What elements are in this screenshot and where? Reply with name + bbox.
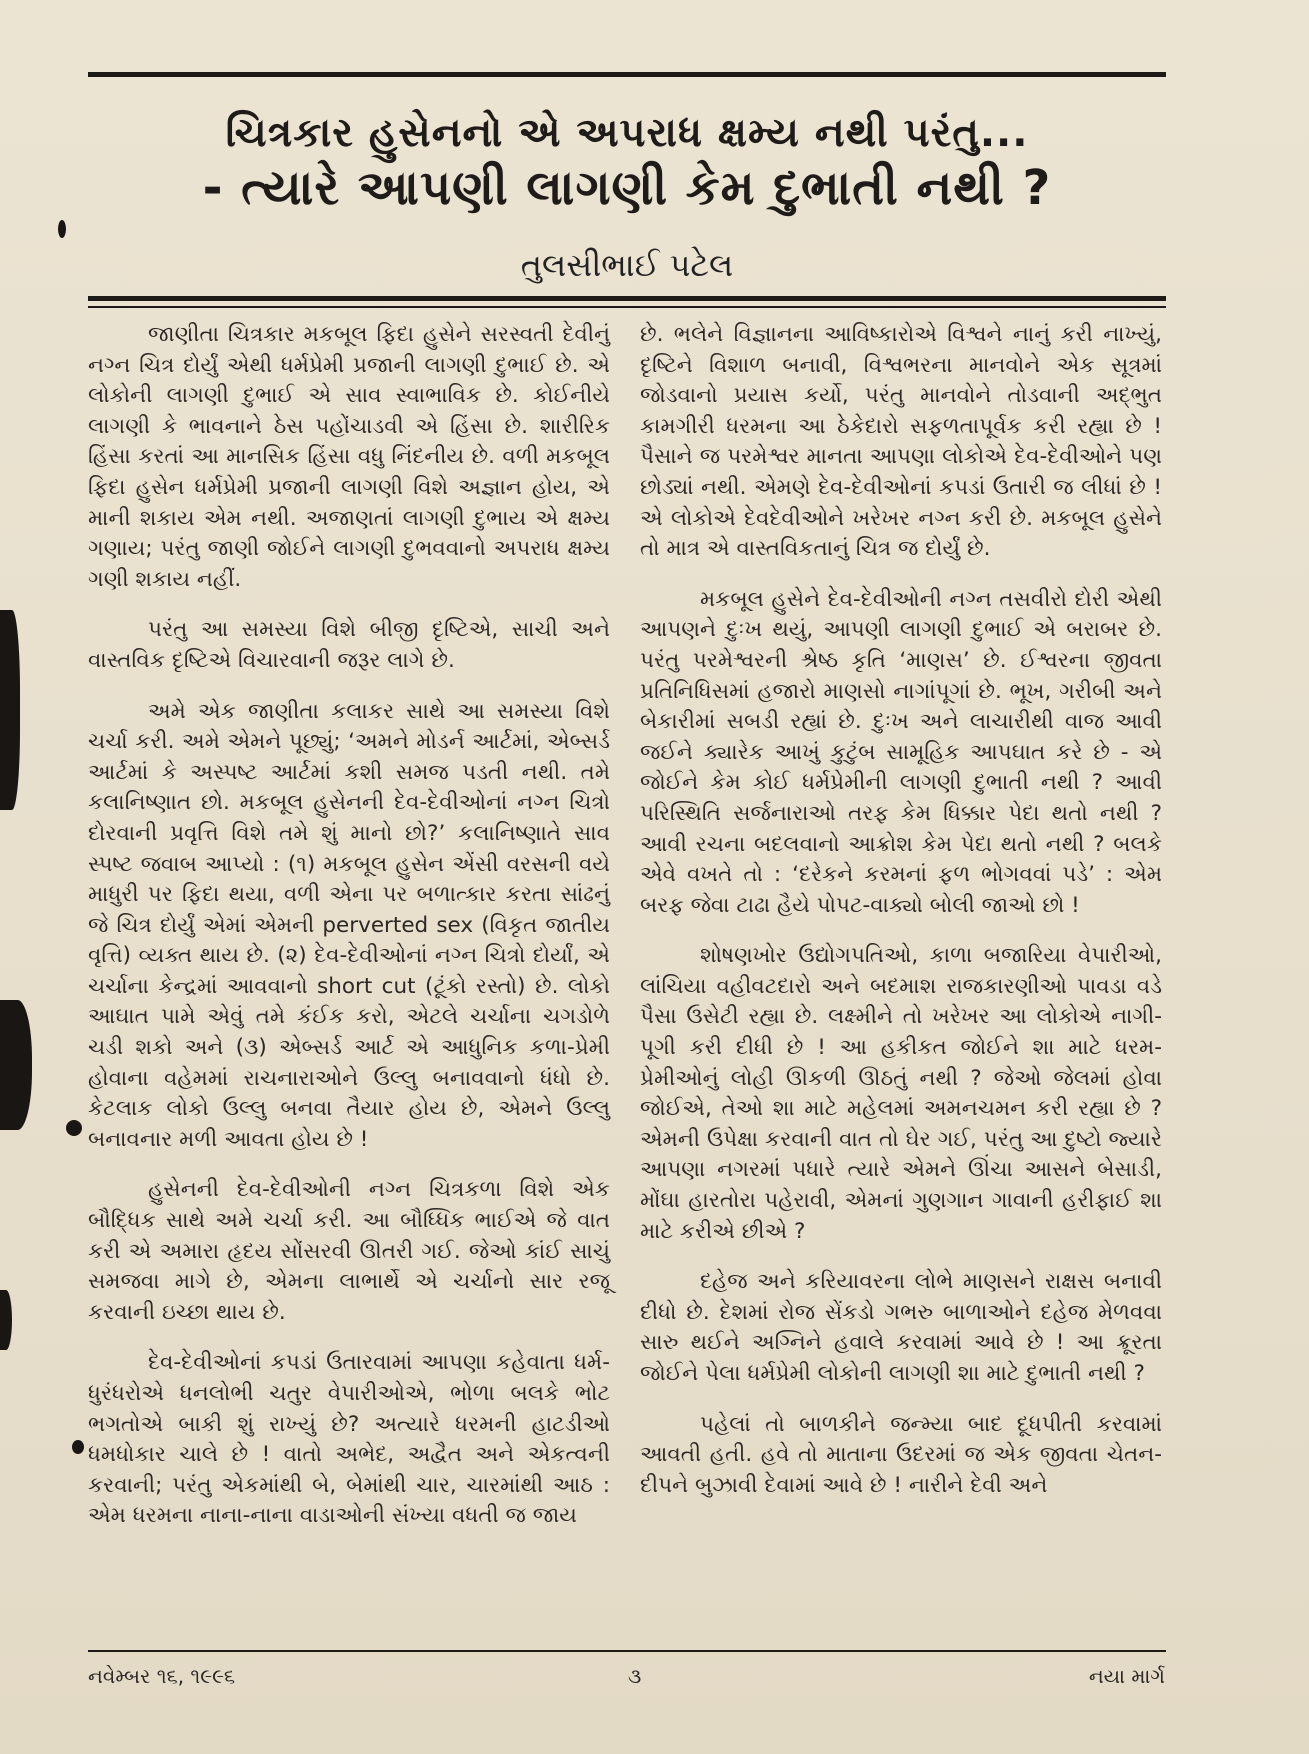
header-rule-thin [88, 306, 1166, 308]
page-damage-mark [72, 1440, 84, 1454]
page-damage-mark [0, 610, 20, 810]
paragraph-continued: છે. ભલેને વિજ્ઞાનના આવિષ્કારોએ વિશ્વને નાનું કરી નાખ્યું, દૃષ્ટિને વિશાળ બનાવી, વિશ્વભરના માનવોને એક સૂત્રમાં જોડવાનો પ્રયાસ કર્યો, પરંતુ માનવોને તોડવાની અદ્ભુત કામગીરી ધરમના આ ઠેકેદારો સફળતાપૂર્વક કરી રહ્યા છે ! પૈસાને જ પરમેશ્વર માનતા આપણા લોકોએ દેવ-દેવીઓને પણ છોડ્યાં નથી. એમણે દેવ-દેવીઓનાં કપડાં ઉતારી જ લીધાં છે ! એ લોકોએ દેવદેવીઓને ખરેખર નગ્ન કરી છે. મકબૂલ હુસેને તો માત્ર એ વાસ્તવિકતાનું ચિત્ર જ દોર્યું છે. [640, 322, 1162, 562]
page-damage-mark [0, 1290, 12, 1350]
paragraph: અમે એક જાણીતા કલાકર સાથે આ સમસ્યા વિશે ચર્ચા કરી. અમે એમને પૂછ્યું; ‘અમને મોડર્ન આર્ટમાં, એબ્સર્ડ આર્ટમાં કે અસ્પષ્ટ આર્ટમાં કશી સમજ પડતી નથી. તમે કલાનિષ્ણાત છો. મકબૂલ હુસેનની દેવ-દેવીઓનાં નગ્ન ચિત્રો દોરવાની પ્રવૃત્તિ વિશે તમે શું માનો છો?’ કલાનિષ્ણાતે સાવ સ્પષ્ટ જવાબ આપ્યો : (૧) મકબૂલ હુસેન એંસી વરસની વયે માધુરી પર ફિદા થયા, વળી એના પર બળાત્કાર કરતા સાંઢનું જે ચિત્ર દોર્યું એમાં એમની perverted sex (વિકૃત જાતીય વૃત્તિ) વ્યક્ત થાય છે. (૨) દેવ-દેવીઓનાં નગ્ન ચિત્રો દોર્યાં, એ ચર્ચાના કેન્દ્રમાં આવવાનો short cut (ટૂંકો રસ્તો) છે. લોકો આઘાત પામે એવું તમે કંઈક કરો, એટલે ચર્ચાના ચગડોળે ચડી શકો અને (૩) એબ્સર્ડ આર્ટ એ આધુનિક કળા-પ્રેમી હોવાના વહેમમાં રાચનારાઓને ઉલ્લુ બનાવવાનો ધંધો છે. કેટલાક લોકો ઉલ્લુ બનવા તૈયાર હોય છે, એમને ઉલ્લુ બનાવનાર મળી આવતા હોય છે ! [88, 698, 610, 1152]
article-title-line-1: ચિત્રકાર હુસેનનો એ અપરાધ ક્ષમ્ય નથી પરંતુ... [225, 110, 1029, 156]
header-rule-thick [88, 296, 1166, 301]
paragraph: પહેલાં તો બાળકીને જન્મ્યા બાદ દૂધપીતી કરવામાં આવતી હતી. હવે તો માતાના ઉદરમાં જ એક જીવતા ચેતન-દીપને બુઝાવી દેવામાં આવે છે ! નારીને દેવી અને [640, 1411, 1162, 1498]
top-rule [88, 72, 1166, 77]
paragraph: હુસેનની દેવ-દેવીઓની નગ્ન ચિત્રકળા વિશે એક બૌદ્ધિક સાથે અમે ચર્ચા કરી. આ બૌધ્ધિક ભાઈએ જે વાત કરી એ અમારા હૃદય સોંસરવી ઊતરી ગઈ. જેઓ કાંઈ સાચું સમજવા માગે છે, એમના લાભાર્થે એ ચર્ચાનો સાર રજૂ કરવાની ઇચ્છા થાય છે. [88, 1177, 610, 1325]
left-column [88, 320, 610, 1552]
footer-rule [88, 1650, 1166, 1652]
article-author: તુલસીભાઈ પટેલ [520, 246, 734, 284]
paragraph: પરંતુ આ સમસ્યા વિશે બીજી દૃષ્ટિએ, સાચી અને વાસ્તવિક દૃષ્ટિએ વિચારવાની જરૂર લાગે છે. [88, 617, 610, 673]
page-damage-mark [0, 1000, 32, 1130]
paragraph: દહેજ અને કરિયાવરના લોભે માણસને રાક્ષસ બનાવી દીધો છે. દેશમાં રોજ સેંકડો ગભરુ બાળાઓને દહેજ મેળવવા સારુ થઈને અગ્નિને હવાલે કરવામાં આવે છે ! આ ક્રૂરતા જોઈને પેલા ધર્મપ્રેમી લોકોની લાગણી શા માટે દુભાતી નથી ? [640, 1269, 1162, 1386]
issue-date: નવેમ્બર ૧૬, ૧૯૯૬ [88, 1664, 236, 1688]
paragraph: દેવ-દેવીઓનાં કપડાં ઉતારવામાં આપણા કહેવાતા ધર્મ-ધુરંધરોએ ધનલોભી ચતુર વેપારીઓએ, ભોળા બલકે ભોટ ભગતોએ બાકી શું રાખ્યું છે? અત્યારે ધરમની હાટડીઓ ધમધોકાર ચાલે છે ! વાતો અભેદ, અદ્વૈત અને એકત્વની કરવાની; પરંતુ એકમાંથી બે, બેમાંથી ચાર, ચારમાંથી આઠ : એમ ધરમના નાના-નાના વાડાઓની સંખ્યા વધતી જ જાય [88, 1350, 610, 1529]
article-title-line-2: - ત્યારે આપણી લાગણી કેમ દુભાતી નથી ? [202, 160, 1052, 216]
page-number: ૩ [628, 1664, 642, 1688]
publication-name: નયા માર્ગ [1088, 1664, 1165, 1688]
page-damage-mark [58, 220, 66, 238]
right-column [640, 320, 1162, 1521]
paragraph: જાણીતા ચિત્રકાર મકબૂલ ફિદા હુસેને સરસ્વતી દેવીનું નગ્ન ચિત્ર દોર્યું એથી ધર્મપ્રેમી પ્રજાની લાગણી દુભાઈ છે. એ લોકોની લાગણી દુભાઈ એ સાવ સ્વાભાવિક છે. કોઈનીયે લાગણી કે ભાવનાને ઠેસ પહોંચાડવી એ હિંસા છે. શારીરિક હિંસા કરતાં આ માનસિક હિંસા વધુ નિંદનીય છે. વળી મકબૂલ ફિદા હુસેન ધર્મપ્રેમી પ્રજાની લાગણી વિશે અજ્ઞાન હોય, એ માની શકાય એમ નથી. અજાણતાં લાગણી દુભાય એ ક્ષમ્ય ગણાય; પરંતુ જાણી જોઈને લાગણી દુભવવાનો અપરાધ ક્ષમ્ય ગણી શકાય નહીં. [88, 322, 610, 592]
paragraph: મકબૂલ હુસેને દેવ-દેવીઓની નગ્ન તસવીરો દોરી એથી આપણને દુઃખ થયું, આપણી લાગણી દુભાઈ એ બરાબર છે. પરંતુ પરમેશ્વરની શ્રેષ્ઠ કૃતિ ‘માણસ’ છે. ઈશ્વરના જીવતા પ્રતિનિધિસમાં હજારો માણસો નાગાંપૂગાં છે. ભૂખ, ગરીબી અને બેકારીમાં સબડી રહ્યાં છે. દુઃખ અને લાચારીથી વાજ આવી જઈને ક્યારેક આખું કુટુંબ સામૂહિક આપઘાત કરે છે - એ જોઈને કેમ કોઈ ધર્મપ્રેમીની લાગણી દુભાતી નથી ? આવી પરિસ્થિતિ સર્જનારાઓ તરફ કેમ ધિક્કાર પેદા થતો નથી ? આવી રચના બદલવાનો આક્રોશ કેમ પેદા થતો નથી ? બલકે એવે વખતે તો : ‘દરેકને કરમનાં ફળ ભોગવવાં પડે’ : એમ બરફ જેવા ટાઢા હૈયે પોપટ-વાક્યો બોલી જાઓ છો ! [640, 586, 1162, 918]
page-damage-mark [66, 1120, 82, 1136]
paragraph: શોષણખોર ઉદ્યોગપતિઓ, કાળા બજારિયા વેપારીઓ, લાંચિયા વહીવટદારો અને બદમાશ રાજકારણીઓ પાવડા વડે પૈસા ઉસેટી રહ્યા છે. લક્ષ્મીને તો ખરેખર આ લોકોએ નાગી-પૂગી કરી દીધી છે ! આ હકીકત જોઈને શા માટે ધરમ-પ્રેમીઓનું લોહી ઊકળી ઊઠતું નથી ? જેઓ જેલમાં હોવા જોઈએ, તેઓ શા માટે મહેલમાં અમનચમન કરી રહ્યા છે ?એમની ઉપેક્ષા કરવાની વાત તો ઘેર ગઈ, પરંતુ આ દુષ્ટો જ્યારે આપણા નગરમાં પધારે ત્યારે એમને ઊંચા આસને બેસાડી, મોંઘા હારતોરા પહેરાવી, એમનાં ગુણગાન ગાવાની હરીફાઈ શા માટે કરીએ છીએ ? [640, 943, 1162, 1244]
